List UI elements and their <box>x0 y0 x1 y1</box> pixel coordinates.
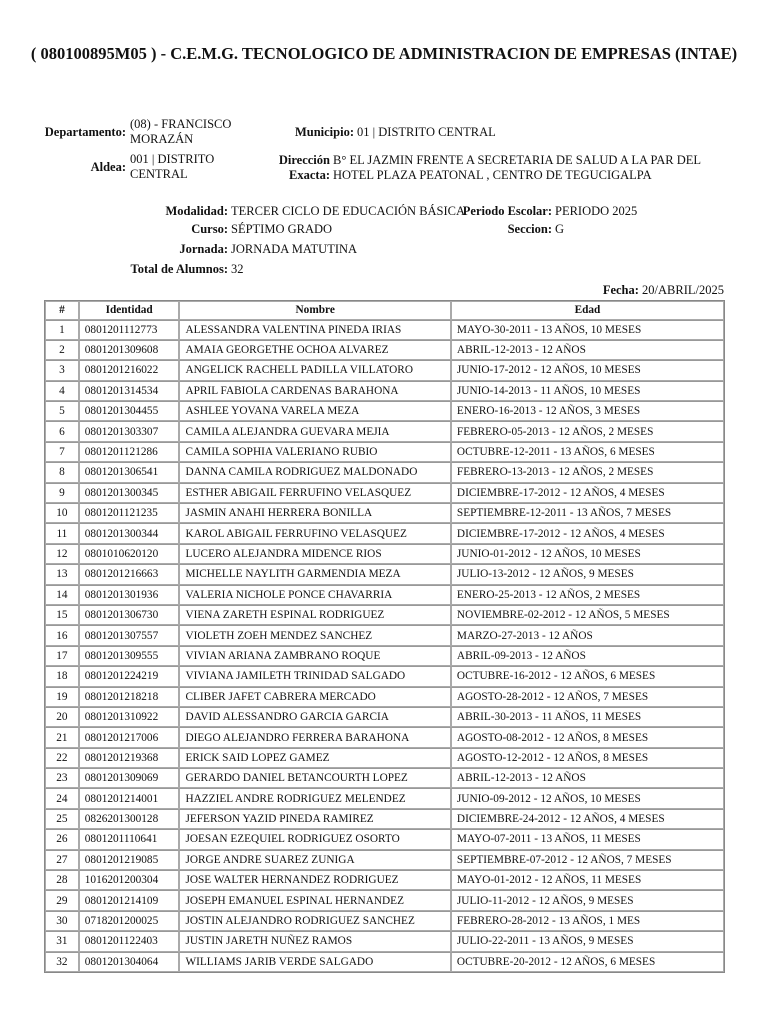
table-row <box>45 646 724 666</box>
table-row <box>45 381 724 401</box>
cell-identidad: 0801201122403 <box>79 931 180 951</box>
cell-edad: DICIEMBRE-24-2012 - 12 AÑOS, 4 MESES <box>451 809 724 829</box>
table-row <box>45 320 724 340</box>
cell-nombre: JOSTIN ALEJANDRO RODRIGUEZ SANCHEZ <box>179 911 450 931</box>
cell-nombre: WILLIAMS JARIB VERDE SALGADO <box>179 952 450 972</box>
table-row <box>45 625 724 645</box>
cell-number: 21 <box>45 727 79 747</box>
periodo-label: Periodo Escolar: <box>462 204 552 218</box>
cell-nombre: CLIBER JAFET CABRERA MERCADO <box>179 687 450 707</box>
table-row <box>45 401 724 421</box>
table-row <box>45 829 724 849</box>
table-row <box>45 727 724 747</box>
table-row <box>45 707 724 727</box>
cell-edad: FEBRERO-05-2013 - 12 AÑOS, 2 MESES <box>451 421 724 441</box>
table-row <box>45 911 724 931</box>
aldea-label: Aldea: <box>90 160 126 174</box>
cell-nombre: CAMILA ALEJANDRA GUEVARA MEJIA <box>179 421 450 441</box>
cell-identidad: 0801201303307 <box>79 421 180 441</box>
cell-number: 30 <box>45 911 79 931</box>
cell-number: 29 <box>45 890 79 910</box>
cell-identidad: 0801201304064 <box>79 952 180 972</box>
cell-number: 13 <box>45 564 79 584</box>
table-row <box>45 890 724 910</box>
cell-number: 4 <box>45 381 79 401</box>
municipio-label: Municipio: <box>294 125 354 139</box>
cell-number: 25 <box>45 809 79 829</box>
table-row <box>45 788 724 808</box>
cell-number: 15 <box>45 605 79 625</box>
cell-number: 18 <box>45 666 79 686</box>
cell-nombre: MICHELLE NAYLITH GARMENDIA MEZA <box>179 564 450 584</box>
curso-value: SÉPTIMO GRADO <box>231 222 333 236</box>
cell-number: 7 <box>45 442 79 462</box>
table-row <box>45 585 724 605</box>
cell-number: 3 <box>45 360 79 380</box>
cell-identidad: 0801201307557 <box>79 625 180 645</box>
table-row <box>45 523 724 543</box>
cell-edad: ABRIL-12-2013 - 12 AÑOS <box>451 768 724 788</box>
cell-edad: OCTUBRE-20-2012 - 12 AÑOS, 6 MESES <box>451 952 724 972</box>
cell-edad: JUNIO-14-2013 - 11 AÑOS, 10 MESES <box>451 381 724 401</box>
cell-edad: ABRIL-09-2013 - 12 AÑOS <box>451 646 724 666</box>
cell-identidad: 0801201217006 <box>79 727 180 747</box>
municipio-value: 01 | DISTRITO CENTRAL <box>357 125 496 139</box>
cell-identidad: 0801201121286 <box>79 442 180 462</box>
cell-number: 5 <box>45 401 79 421</box>
cell-number: 10 <box>45 503 79 523</box>
table-row <box>45 687 724 707</box>
cell-identidad: 0801201301936 <box>79 585 180 605</box>
table-row <box>45 421 724 441</box>
jornada-value: JORNADA MATUTINA <box>231 242 358 256</box>
table-row <box>45 809 724 829</box>
cell-edad: MAYO-01-2012 - 12 AÑOS, 11 MESES <box>451 870 724 890</box>
cell-nombre: DIEGO ALEJANDRO FERRERA BARAHONA <box>179 727 450 747</box>
cell-identidad: 0801201309069 <box>79 768 180 788</box>
cell-identidad: 0801201214109 <box>79 890 180 910</box>
cell-edad: JUNIO-01-2012 - 12 AÑOS, 10 MESES <box>451 544 724 564</box>
cell-identidad: 0801201216022 <box>79 360 180 380</box>
cell-edad: AGOSTO-12-2012 - 12 AÑOS, 8 MESES <box>451 748 724 768</box>
cell-identidad: 0801201121235 <box>79 503 180 523</box>
students-table <box>44 300 725 973</box>
cell-identidad: 0801201110641 <box>79 829 180 849</box>
cell-edad: MAYO-30-2011 - 13 AÑOS, 10 MESES <box>451 320 724 340</box>
table-row <box>45 850 724 870</box>
cell-edad: AGOSTO-08-2012 - 12 AÑOS, 8 MESES <box>451 727 724 747</box>
cell-edad: MARZO-27-2013 - 12 AÑOS <box>451 625 724 645</box>
cell-edad: JULIO-13-2012 - 12 AÑOS, 9 MESES <box>451 564 724 584</box>
cell-identidad: 0801201218218 <box>79 687 180 707</box>
cell-number: 16 <box>45 625 79 645</box>
cell-number: 31 <box>45 931 79 951</box>
cell-identidad: 0801201112773 <box>79 320 180 340</box>
cell-nombre: DAVID ALESSANDRO GARCIA GARCIA <box>179 707 450 727</box>
cell-edad: JUNIO-09-2012 - 12 AÑOS, 10 MESES <box>451 788 724 808</box>
cell-nombre: DANNA CAMILA RODRIGUEZ MALDONADO <box>179 462 450 482</box>
direccion-value: B° EL JAZMIN FRENTE A SECRETARIA DE SALUD A LA PAR DEL <box>333 153 702 167</box>
cell-identidad: 0826201300128 <box>79 809 180 829</box>
cell-number: 24 <box>45 788 79 808</box>
cell-number: 26 <box>45 829 79 849</box>
cell-edad: OCTUBRE-16-2012 - 12 AÑOS, 6 MESES <box>451 666 724 686</box>
table-row <box>45 462 724 482</box>
table-body <box>45 320 724 973</box>
table-row <box>45 483 724 503</box>
cell-edad: MAYO-07-2011 - 13 AÑOS, 11 MESES <box>451 829 724 849</box>
cell-nombre: ERICK SAID LOPEZ GAMEZ <box>179 748 450 768</box>
cell-edad: ABRIL-30-2013 - 11 AÑOS, 11 MESES <box>451 707 724 727</box>
cell-identidad: 0801201219368 <box>79 748 180 768</box>
table-row <box>45 952 724 972</box>
cell-nombre: JASMIN ANAHI HERRERA BONILLA <box>179 503 450 523</box>
cell-edad: ENERO-25-2013 - 12 AÑOS, 2 MESES <box>451 585 724 605</box>
cell-nombre: JORGE ANDRE SUAREZ ZUNIGA <box>179 850 450 870</box>
cell-edad: JUNIO-17-2012 - 12 AÑOS, 10 MESES <box>451 360 724 380</box>
departamento-value: (08) - FRANCISCO MORAZÁN <box>130 117 232 146</box>
cell-number: 28 <box>45 870 79 890</box>
cell-edad: FEBRERO-28-2012 - 13 AÑOS, 1 MES <box>451 911 724 931</box>
cell-edad: FEBRERO-13-2013 - 12 AÑOS, 2 MESES <box>451 462 724 482</box>
cell-nombre: ANGELICK RACHELL PADILLA VILLATORO <box>179 360 450 380</box>
cell-edad: JULIO-22-2011 - 13 AÑOS, 9 MESES <box>451 931 724 951</box>
cell-identidad: 0801201306541 <box>79 462 180 482</box>
cell-nombre: JEFERSON YAZID PINEDA RAMIREZ <box>179 809 450 829</box>
cell-nombre: AMAIA GEORGETHE OCHOA ALVAREZ <box>179 340 450 360</box>
modalidad-label: Modalidad: <box>165 204 228 218</box>
header-identidad: Identidad <box>79 301 180 320</box>
table-header-row <box>45 301 724 320</box>
table-row <box>45 748 724 768</box>
cell-identidad: 0801201304455 <box>79 401 180 421</box>
seccion-value: G <box>555 222 565 236</box>
direccion-value-2: HOTEL PLAZA PEATONAL , CENTRO DE TEGUCIGALPA <box>333 168 652 182</box>
cell-edad: SEPTIEMBRE-07-2012 - 12 AÑOS, 7 MESES <box>451 850 724 870</box>
table-row <box>45 442 724 462</box>
cell-number: 1 <box>45 320 79 340</box>
cell-nombre: JOSEPH EMANUEL ESPINAL HERNANDEZ <box>179 890 450 910</box>
total-alumnos-value: 32 <box>231 262 244 276</box>
cell-number: 22 <box>45 748 79 768</box>
cell-identidad: 0801201306730 <box>79 605 180 625</box>
jornada-label: Jornada: <box>179 242 228 256</box>
cell-number: 14 <box>45 585 79 605</box>
table-row <box>45 931 724 951</box>
fecha-label: Fecha: <box>602 283 639 297</box>
departamento-label: Departamento: <box>44 125 126 139</box>
table-row <box>45 768 724 788</box>
cell-nombre: VIOLETH ZOEH MENDEZ SANCHEZ <box>179 625 450 645</box>
cell-number: 6 <box>45 421 79 441</box>
cell-number: 20 <box>45 707 79 727</box>
periodo-value: PERIODO 2025 <box>555 204 638 218</box>
cell-nombre: ESTHER ABIGAIL FERRUFINO VELASQUEZ <box>179 483 450 503</box>
cell-edad: DICIEMBRE-17-2012 - 12 AÑOS, 4 MESES <box>451 483 724 503</box>
cell-nombre: KAROL ABIGAIL FERRUFINO VELASQUEZ <box>179 523 450 543</box>
table-row <box>45 605 724 625</box>
header-nombre: Nombre <box>179 301 450 320</box>
cell-edad: AGOSTO-28-2012 - 12 AÑOS, 7 MESES <box>451 687 724 707</box>
cell-edad: ENERO-16-2013 - 12 AÑOS, 3 MESES <box>451 401 724 421</box>
modalidad-value: TERCER CICLO DE EDUCACIÓN BÁSICA <box>231 204 466 218</box>
cell-number: 32 <box>45 952 79 972</box>
cell-edad: NOVIEMBRE-02-2012 - 12 AÑOS, 5 MESES <box>451 605 724 625</box>
table-row <box>45 544 724 564</box>
cell-nombre: LUCERO ALEJANDRA MIDENCE RIOS <box>179 544 450 564</box>
cell-edad: DICIEMBRE-17-2012 - 12 AÑOS, 4 MESES <box>451 523 724 543</box>
cell-identidad: 0801201314534 <box>79 381 180 401</box>
table-row <box>45 666 724 686</box>
curso-label: Curso: <box>191 222 228 236</box>
cell-nombre: GERARDO DANIEL BETANCOURTH LOPEZ <box>179 768 450 788</box>
cell-number: 2 <box>45 340 79 360</box>
cell-nombre: VIVIAN ARIANA ZAMBRANO ROQUE <box>179 646 450 666</box>
cell-nombre: VIENA ZARETH ESPINAL RODRIGUEZ <box>179 605 450 625</box>
cell-identidad: 0801201300344 <box>79 523 180 543</box>
cell-identidad: 0801201310922 <box>79 707 180 727</box>
direccion-label-2: Exacta: <box>289 168 330 182</box>
cell-nombre: JOESAN EZEQUIEL RODRIGUEZ OSORTO <box>179 829 450 849</box>
cell-nombre: CAMILA SOPHIA VALERIANO RUBIO <box>179 442 450 462</box>
table-row <box>45 360 724 380</box>
cell-edad: OCTUBRE-12-2011 - 13 AÑOS, 6 MESES <box>451 442 724 462</box>
cell-number: 8 <box>45 462 79 482</box>
table-row <box>45 564 724 584</box>
cell-nombre: JUSTIN JARETH NUÑEZ RAMOS <box>179 931 450 951</box>
table-row <box>45 503 724 523</box>
header-edad: Edad <box>451 301 724 320</box>
cell-identidad: 0718201200025 <box>79 911 180 931</box>
seccion-label: Seccion: <box>507 222 552 236</box>
cell-number: 11 <box>45 523 79 543</box>
cell-identidad: 0801201224219 <box>79 666 180 686</box>
cell-number: 23 <box>45 768 79 788</box>
cell-identidad: 0801201216663 <box>79 564 180 584</box>
cell-identidad: 0801201214001 <box>79 788 180 808</box>
cell-edad: SEPTIEMBRE-12-2011 - 13 AÑOS, 7 MESES <box>451 503 724 523</box>
cell-identidad: 0801010620120 <box>79 544 180 564</box>
cell-nombre: VIVIANA JAMILETH TRINIDAD SALGADO <box>179 666 450 686</box>
total-alumnos-label: Total de Alumnos: <box>130 262 228 276</box>
cell-nombre: ALESSANDRA VALENTINA PINEDA IRIAS <box>179 320 450 340</box>
cell-nombre: VALERIA NICHOLE PONCE CHAVARRIA <box>179 585 450 605</box>
cell-number: 12 <box>45 544 79 564</box>
cell-number: 17 <box>45 646 79 666</box>
direccion-label: Dirección <box>278 153 330 167</box>
cell-nombre: JOSE WALTER HERNANDEZ RODRIGUEZ <box>179 870 450 890</box>
table-row <box>45 340 724 360</box>
cell-number: 19 <box>45 687 79 707</box>
header-number: # <box>45 301 79 320</box>
cell-number: 9 <box>45 483 79 503</box>
cell-nombre: ASHLEE YOVANA VARELA MEZA <box>179 401 450 421</box>
fecha <box>560 283 724 298</box>
fecha-value: 20/ABRIL/2025 <box>642 283 724 297</box>
cell-identidad: 0801201219085 <box>79 850 180 870</box>
cell-identidad: 0801201309555 <box>79 646 180 666</box>
aldea-value: 001 | DISTRITO CENTRAL <box>130 152 215 181</box>
cell-edad: JULIO-11-2012 - 12 AÑOS, 9 MESES <box>451 890 724 910</box>
cell-edad: ABRIL-12-2013 - 12 AÑOS <box>451 340 724 360</box>
page-title: ( 080100895M05 ) - C.E.M.G. TECNOLOGICO DE ADMINISTRACION DE EMPRESAS (INTAE) <box>30 44 738 63</box>
cell-identidad: 0801201309608 <box>79 340 180 360</box>
cell-identidad: 1016201200304 <box>79 870 180 890</box>
cell-identidad: 0801201300345 <box>79 483 180 503</box>
cell-nombre: APRIL FABIOLA CARDENAS BARAHONA <box>179 381 450 401</box>
cell-nombre: HAZZIEL ANDRE RODRIGUEZ MELENDEZ <box>179 788 450 808</box>
table-row <box>45 870 724 890</box>
cell-number: 27 <box>45 850 79 870</box>
